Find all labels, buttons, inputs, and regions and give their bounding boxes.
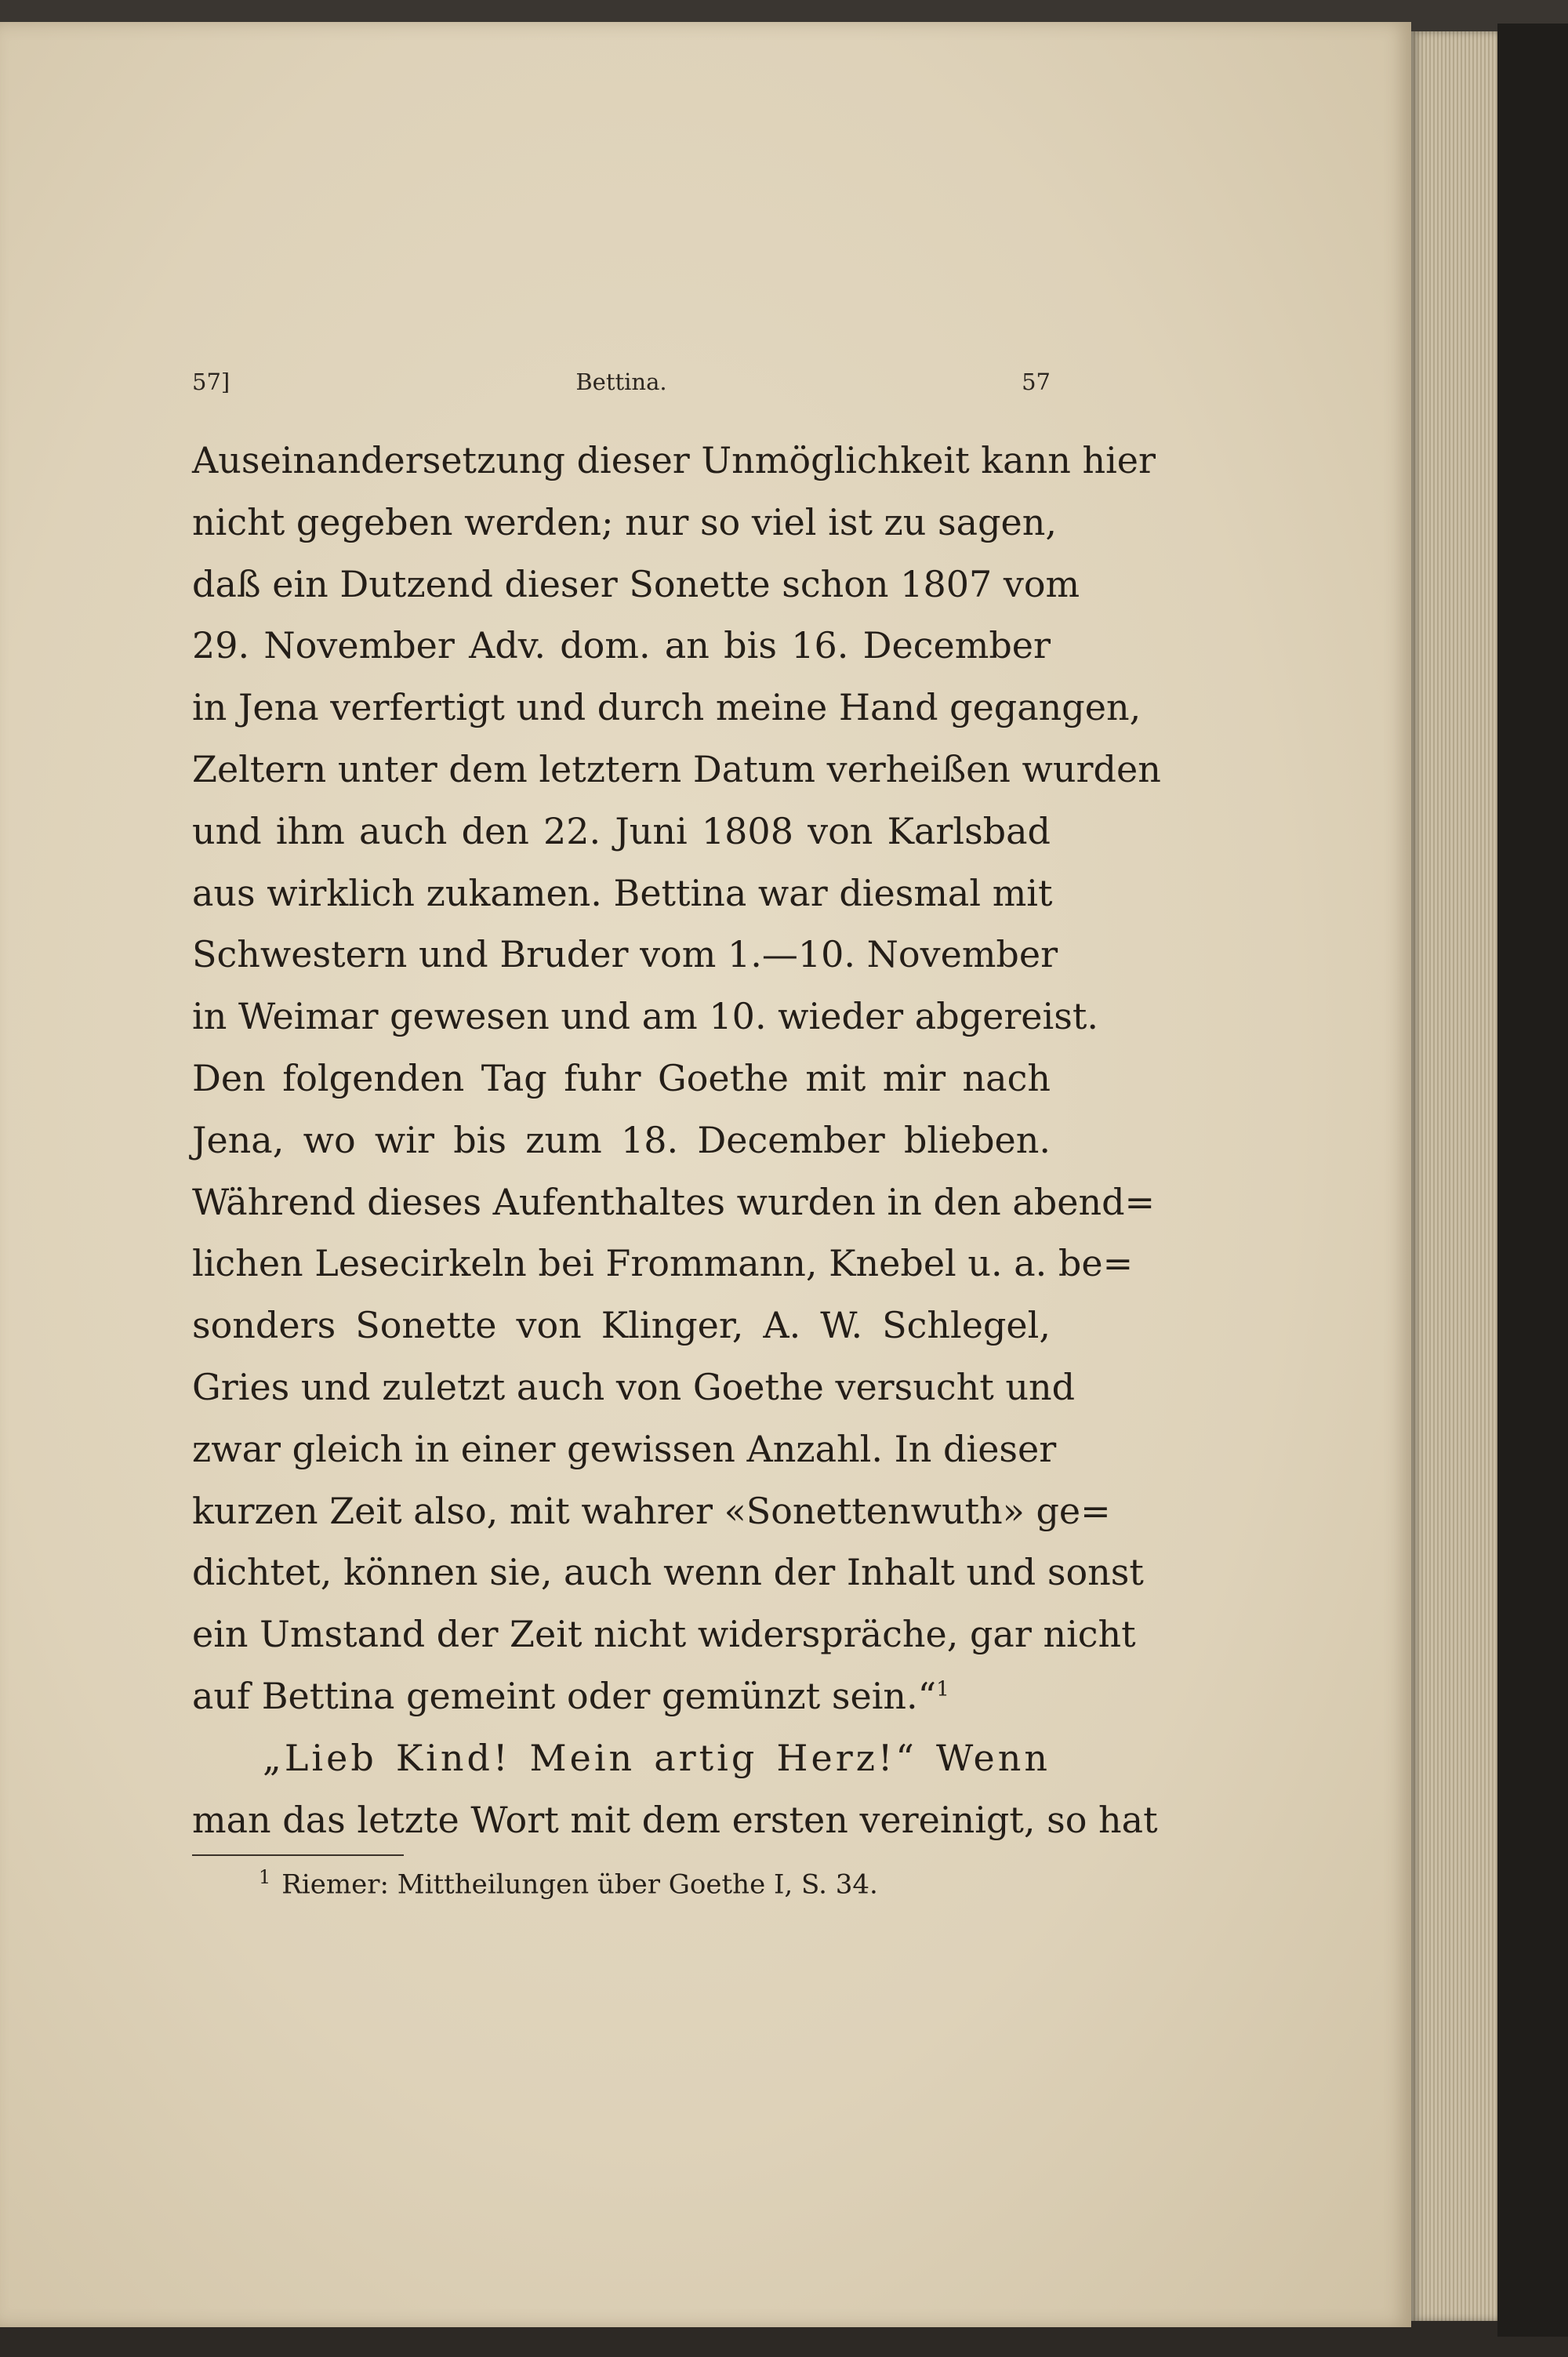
- text-line: sonders Sonette von Klinger, A. W. Schlegel,: [192, 1304, 1051, 1347]
- text-line: kurzen Zeit also, mit wahrer «Sonettenwuth» ge=: [192, 1489, 1111, 1532]
- text-line: daß ein Dutzend dieser Sonette schon 1807 vom: [192, 562, 1080, 605]
- book-cover: [1497, 24, 1568, 2337]
- paragraph-end-text: auf Bettina gemeint oder gemünzt sein.“: [192, 1674, 937, 1717]
- running-head-left: 57]: [192, 369, 230, 395]
- text-line: Während dieses Aufenthaltes wurden in den abend=: [192, 1180, 1156, 1223]
- footnote-divider: [192, 1854, 404, 1856]
- text-line: Jena, wo wir bis zum 18. December blieben.: [192, 1118, 1051, 1161]
- text-line: Schwestern und Bruder vom 1.—10. November: [192, 933, 1058, 976]
- text-line: 29. November Adv. dom. an bis 16. December: [192, 624, 1051, 667]
- text-line: in Weimar gewesen und am 10. wieder abgereist.: [192, 995, 1098, 1038]
- text-line: man das letzte Wort mit dem ersten vereinigt, so hat: [192, 1798, 1158, 1841]
- text-line: und ihm auch den 22. Juni 1808 von Karlsbad: [192, 809, 1051, 852]
- quote-line: „Lieb Kind! Mein artig Herz!“ Wenn: [263, 1736, 1051, 1779]
- body-text: [192, 430, 1161, 1850]
- running-head-title: Bettina.: [575, 369, 667, 395]
- page-number: 57: [1022, 369, 1051, 395]
- text-line: zwar gleich in einer gewissen Anzahl. In dieser: [192, 1427, 1057, 1470]
- text-line: nicht gegeben werden; nur so viel ist zu sagen,: [192, 500, 1057, 543]
- footnote-reference: 1: [936, 1677, 949, 1701]
- text-line: [192, 1665, 1051, 1727]
- footnote-text: Riemer: Mittheilungen über Goethe I, S. 34.: [281, 1869, 878, 1901]
- text-line: Gries und zuletzt auch von Goethe versucht und: [192, 1365, 1076, 1408]
- text-line: Auseinandersetzung dieser Unmöglichkeit kann hier: [192, 439, 1156, 481]
- text-line: Den folgenden Tag fuhr Goethe mit mir nach: [192, 1056, 1051, 1099]
- running-head: [192, 369, 1051, 400]
- footnote-number: 1: [259, 1866, 271, 1888]
- text-line: ein Umstand der Zeit nicht widerspräche, gar nicht: [192, 1613, 1136, 1656]
- page-edges: [1411, 31, 1497, 2321]
- text-line: lichen Lesecirkeln bei Frommann, Knebel u. a. be=: [192, 1242, 1134, 1285]
- text-line: dichtet, können sie, auch wenn der Inhalt und sonst: [192, 1551, 1144, 1594]
- text-line: in Jena verfertigt und durch meine Hand gegangen,: [192, 686, 1142, 729]
- text-line: Zeltern unter dem letztern Datum verheißen wurden: [192, 747, 1161, 790]
- text-line: aus wirklich zukamen. Bettina war diesmal mit: [192, 871, 1053, 914]
- footnote: [259, 1866, 878, 1900]
